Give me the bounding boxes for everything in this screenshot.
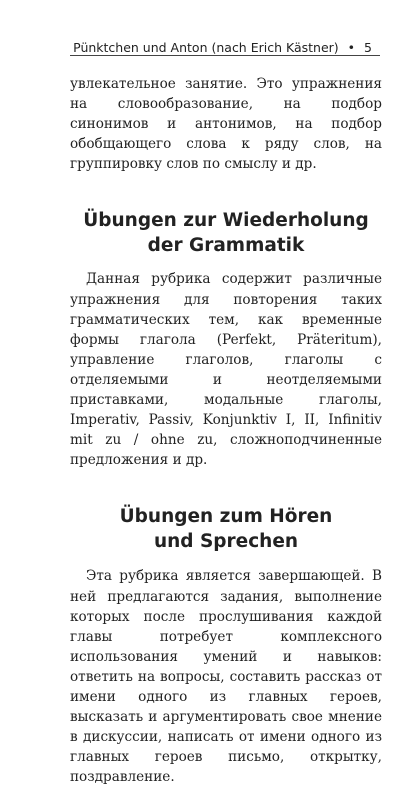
- page-body: [70, 74, 382, 787]
- section-listening-speaking: [70, 504, 382, 787]
- heading-line: und Sprechen: [153, 531, 299, 553]
- running-head: [73, 40, 372, 55]
- section-heading: [70, 208, 382, 258]
- page-number: 5: [364, 40, 372, 55]
- section-heading: [70, 504, 382, 554]
- heading-line: der Grammatik: [147, 235, 305, 257]
- section-grammar: [70, 208, 382, 470]
- section-text: Данная рубрика содержит различные упражнения для повторения таких грамматических тем, как временные формы глагола (Perfekt, Präteritum), управление глаголов, глаголы с отделяемыми и неотделяемыми приставками, модальные глаголы, Imperativ, Passiv, Konjunktiv I, II, Infinitiv mit zu / ohne zu, сложноподчиненные предложения и др.: [70, 271, 382, 469]
- header-separator: •: [347, 40, 356, 55]
- heading-line: Übungen zur Wiederholung: [83, 210, 369, 232]
- intro-paragraph: увлекательное занятие. Это упражнения на словообразование, на подбор синонимов и антонимов, на подбор обобщающего слова к ряду слов, на группировку слов по смыслу и др.: [70, 76, 382, 173]
- header-rule: [70, 55, 380, 56]
- running-title: Pünktchen und Anton (nach Erich Kästner): [73, 40, 339, 55]
- section-text: Эта рубрика является завершающей. В ней предлагаются задания, выполнение которых после прослушивания каждой главы потребует комплексного использования умений и навыков: ответить на вопросы, составить рассказ от имени одного из главных героев, высказать и аргументировать свое мнение в дискуссии, написать от имени одного из главных героев письмо, открытку, поздравление.: [70, 568, 382, 786]
- page-header: [0, 0, 416, 55]
- heading-line: Übungen zum Hören: [119, 506, 333, 528]
